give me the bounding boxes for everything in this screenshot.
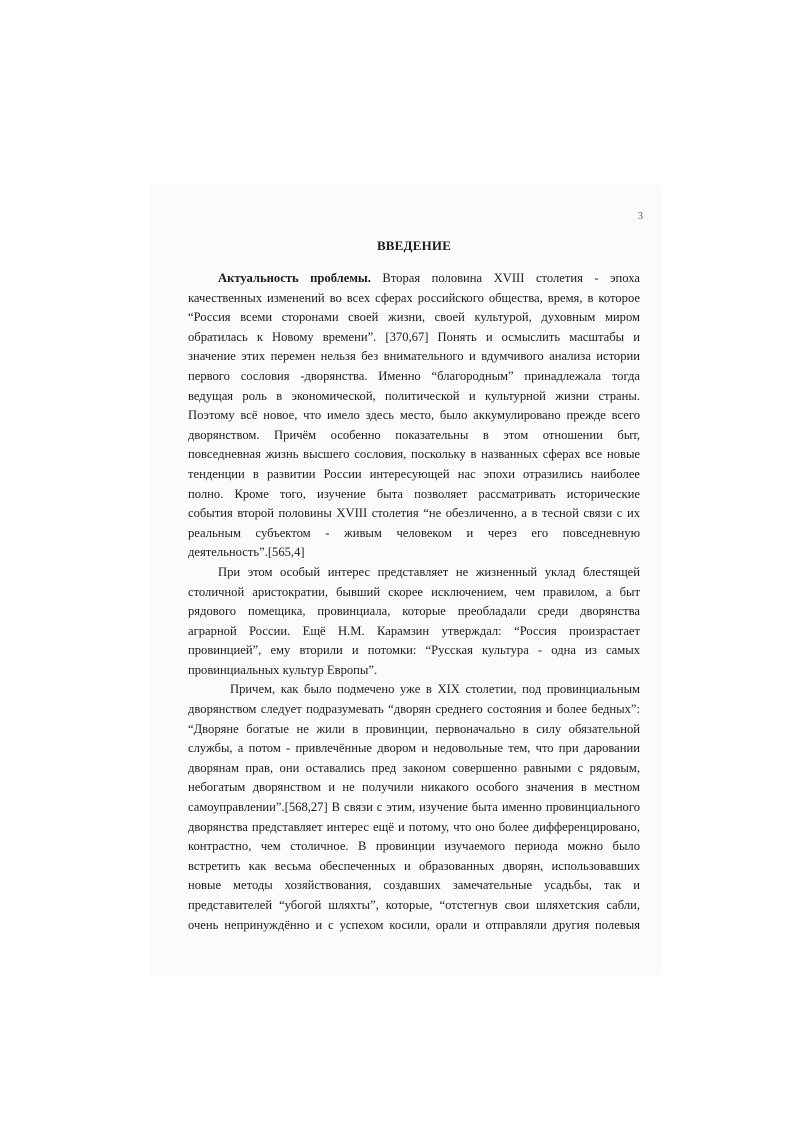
text-line: самоуправлении”.[568,27] В связи с этим, изучение быта именно провинциального xyxy=(188,800,640,815)
text-line: встретить как весьма обеспеченных и образованных дворян, использовавших xyxy=(188,858,640,873)
paragraph-lead: Актуальность проблемы. xyxy=(218,271,371,285)
text-line: Актуальность проблемы. Вторая половина XVIII столетия - эпоха xyxy=(218,271,640,285)
text-line: аграрной России. Ещё Н.М. Карамзин утверждал: “Россия произрастает xyxy=(188,623,640,638)
text-line: очень непринуждённо и с успехом косили, орали и отправляли другия полевыя xyxy=(188,917,640,932)
text-line: полно. Кроме того, изучение быта позволяет рассматривать исторические xyxy=(188,486,640,501)
text-line: дворянства представляет интерес ещё и потому, что оно более дифференцировано, xyxy=(188,819,640,834)
text-line: значение этих перемен нельзя без внимательного и вдумчивого анализа истории xyxy=(188,349,640,364)
text-line: “Россия всеми сторонами своей жизни, своей культурой, духовным миром xyxy=(188,310,640,325)
text-line: реальным субъектом - живым человеком и через его повседневную xyxy=(188,525,640,540)
text-line: столичной аристократии, бывший скорее исключением, чем правилом, а быт xyxy=(188,584,640,599)
text-line: ведущая роль в экономической, политической и культурной жизни страны. xyxy=(188,388,640,403)
text-line: Причем, как было подмечено уже в XIX столетии, под провинциальным xyxy=(230,682,640,697)
text-line: Поэтому всё новое, что имело здесь место, было аккумулировано прежде всего xyxy=(188,408,640,423)
text-line: события второй половины XVIII столетия “не обезличенно, а в тесной связи с их xyxy=(188,506,640,521)
section-heading: ВВЕДЕНИЕ xyxy=(376,238,452,253)
text-line: обратилась к Новому времени”. [370,67] Понять и осмыслить масштабы и xyxy=(188,329,640,344)
text-line: повседневная жизнь высшего сословия, поскольку в названных сферах все новые xyxy=(188,447,640,462)
text-line: дворянам прав, они оставались пред законом совершенно равными с рядовым, xyxy=(188,760,640,775)
paragraph-1 xyxy=(188,269,640,563)
paragraph-2 xyxy=(188,563,640,681)
text-line: качественных изменений во всех сферах российского общества, время, в которое xyxy=(188,290,640,305)
text-line: дворянством. Причём особенно показательны в этом отношении быт, xyxy=(188,427,640,442)
text-line: контрастно, чем столичное. В провинции изучаемого периода можно было xyxy=(188,839,640,854)
text-line: первого сословия -дворянства. Именно “благородным” принадлежала тогда xyxy=(188,368,640,383)
text-line: небогатым дворянством и не получили никакого особого значения в местном xyxy=(188,780,640,795)
text-line: представителей “убогой шляхты”, которые, “отстегнув свои шляхетския сабли, xyxy=(188,898,640,912)
text-line: дворянством следует подразумевать “дворян среднего состояния и более бедных”: xyxy=(188,702,640,717)
text-line: службы, а потом - привлечённые двором и недовольные тем, что при даровании xyxy=(188,741,640,756)
paragraph-3 xyxy=(188,680,640,935)
text-line: деятельность”.[565,4] xyxy=(188,545,305,560)
text-line: рядового помещика, провинциала, которые преобладали среди дворянства xyxy=(188,604,640,619)
text-line: новые методы хозяйствования, создавших замечательные усадьбы, так и xyxy=(188,878,640,893)
page-number: 3 xyxy=(638,211,643,222)
body-text xyxy=(188,269,640,935)
text-line: провинцией”, ему вторили и потомки: “Русская культура - одна из самых xyxy=(188,643,640,658)
text-line: При этом особый интерес представляет не жизненный уклад блестящей xyxy=(218,564,640,579)
text-line: “Дворяне богатые не жили в провинции, первоначально в силу обязательной xyxy=(188,721,640,736)
text-line: провинциальных культур Европы”. xyxy=(188,662,378,677)
text-line: тенденции в развитии России интересующей нас эпохи отразились наиболее xyxy=(188,466,640,481)
